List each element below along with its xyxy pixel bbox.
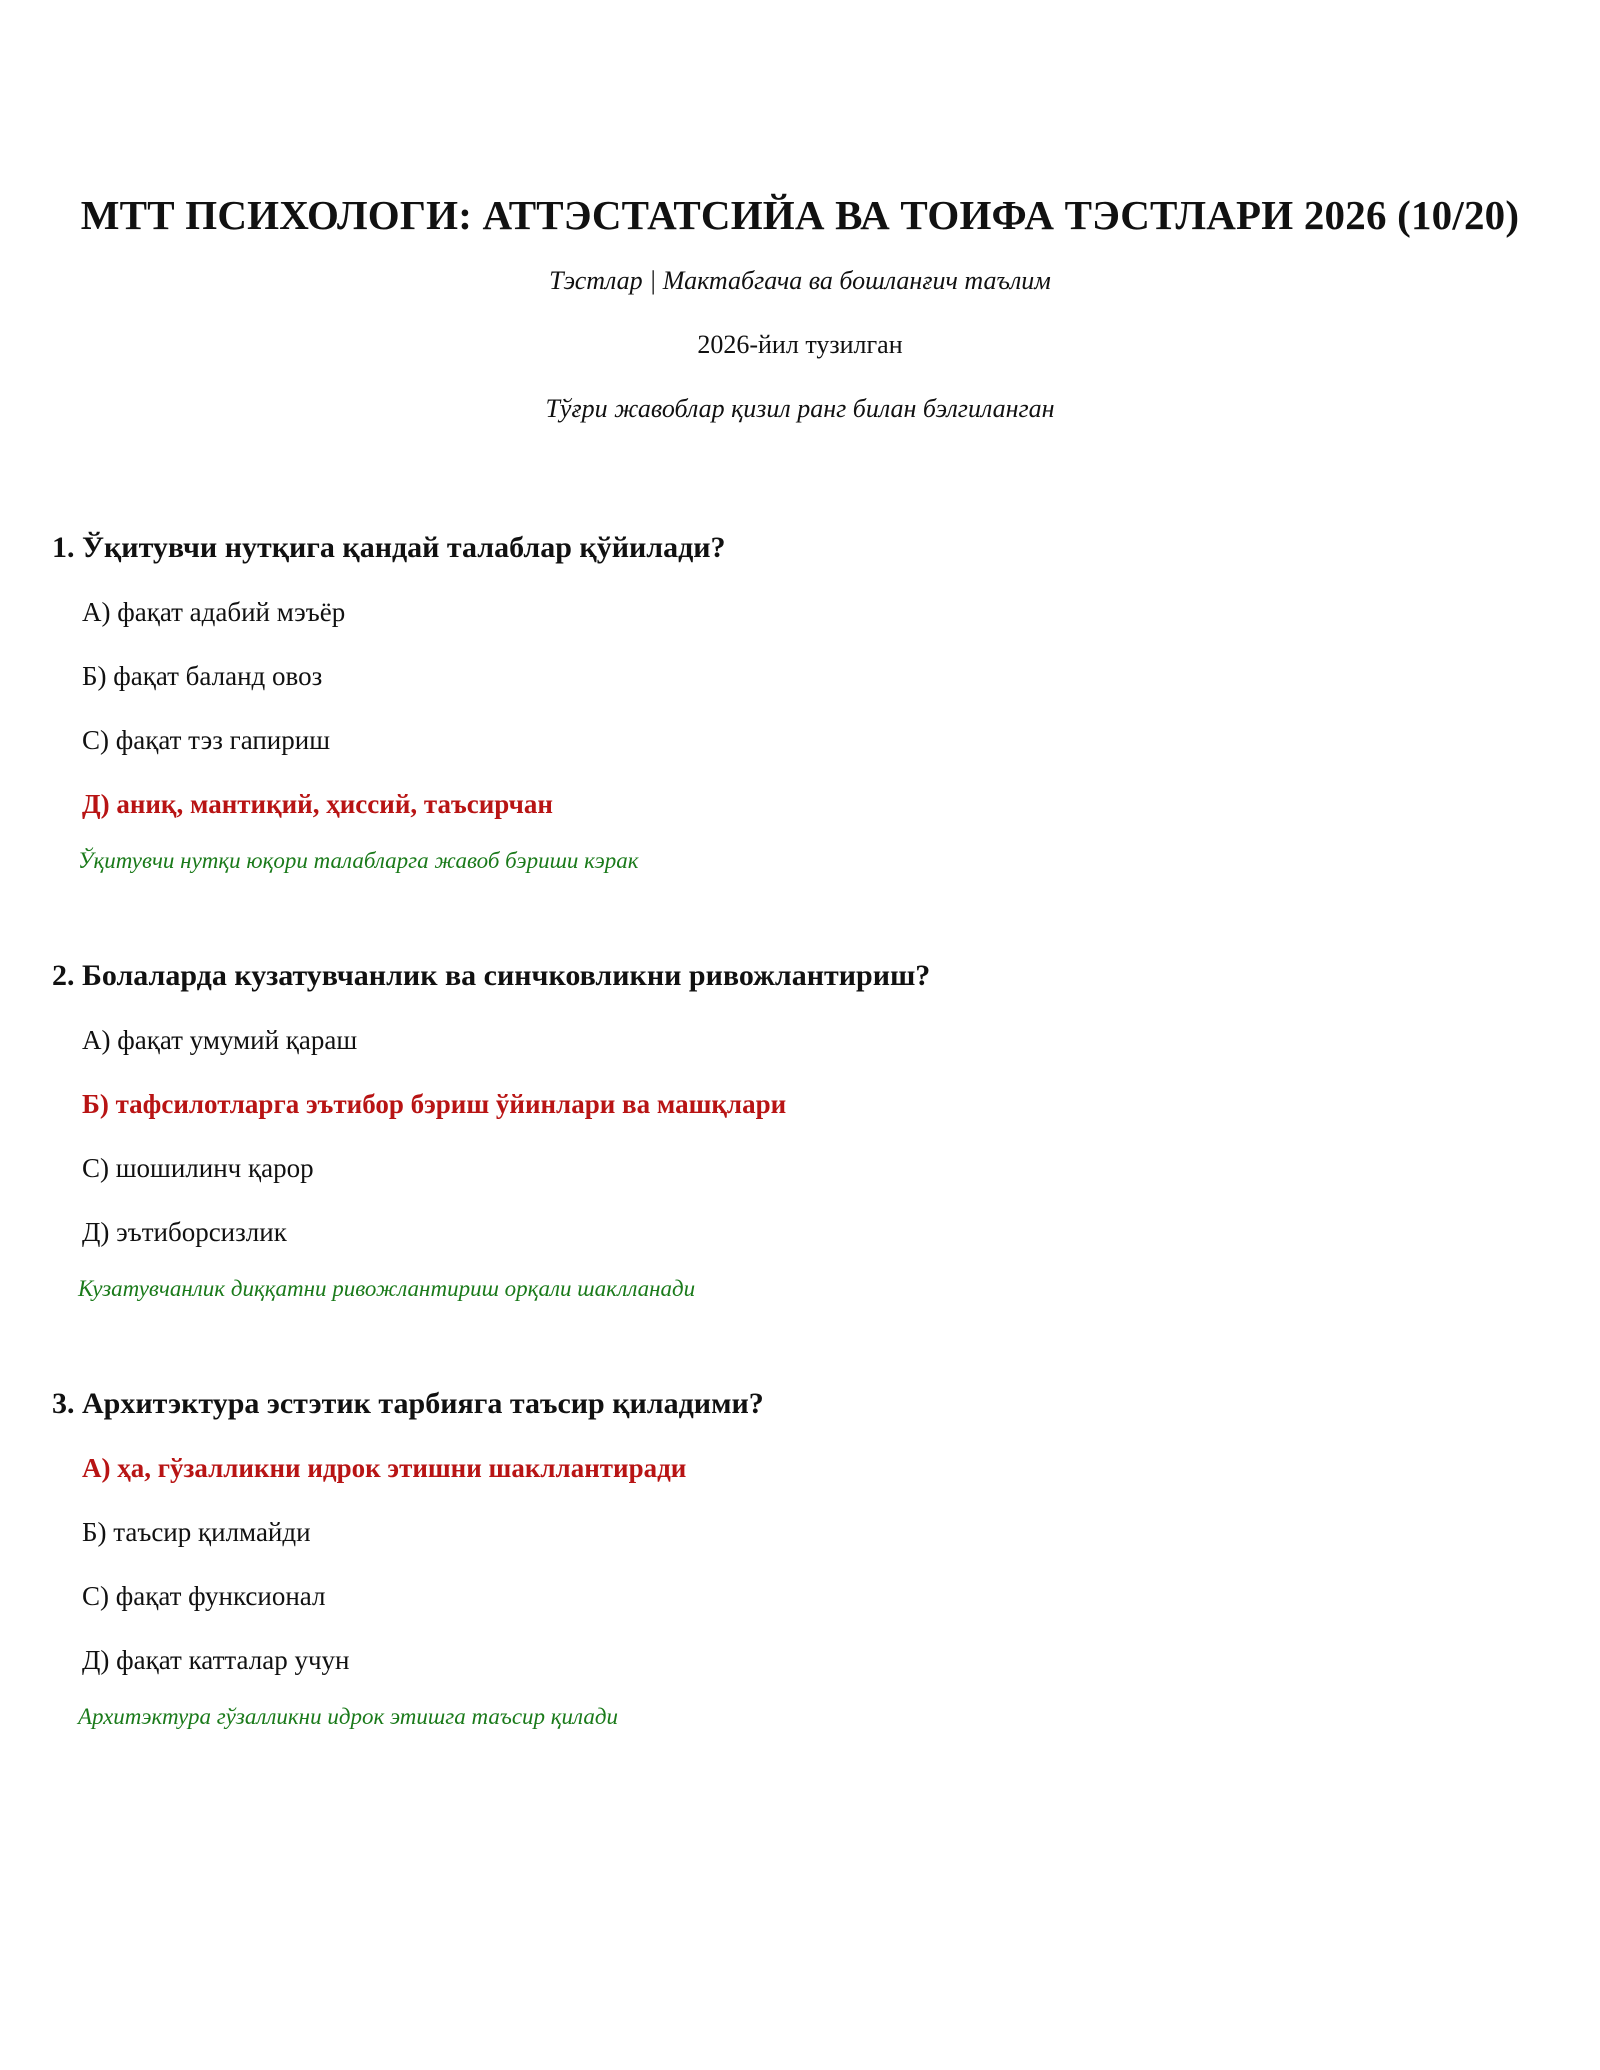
answer-options — [52, 592, 1552, 824]
option-a: А) фақат умумий қараш — [82, 1025, 358, 1055]
option-d: Д) эътиборсизлик — [82, 1217, 287, 1247]
option-d-correct: Д) аниқ, мантиқий, ҳиссий, таъсирчан — [82, 789, 553, 819]
question-3 — [52, 1384, 1552, 1734]
document-header — [0, 188, 1600, 426]
option-b: Б) фақат баланд овоз — [82, 661, 323, 691]
option-b: Б) таъсир қилмайди — [82, 1517, 311, 1547]
option-c: С) фақат тэз гапириш — [82, 725, 330, 755]
answer-options — [52, 1020, 1552, 1252]
question-text: 1. Ўқитувчи нутқига қандай талаблар қўйилади? — [52, 531, 726, 564]
answer-options — [52, 1448, 1552, 1680]
questions-list — [52, 528, 1552, 1812]
option-b-correct: Б) тафсилотларга эътибор бэриш ўйинлари ва машқлари — [82, 1089, 787, 1119]
page-title: МТТ ПСИХОЛОГИ: АТТЭСТАТСИЙА ВА ТОИФА ТЭСТЛАРИ 2026 (10/20) — [80, 192, 1520, 238]
explanation: Кузатувчанлик диққатни ривожлантириш орқали шаклланади — [78, 1276, 696, 1301]
explanation: Архитэктура гўзалликни идрок этишга таъсир қилади — [78, 1704, 618, 1729]
question-text: 2. Болаларда кузатувчанлик ва синчковликни ривожлантириш? — [52, 959, 931, 992]
question-2 — [52, 956, 1552, 1306]
option-a-correct: А) ҳа, гўзалликни идрок этишни шакллантиради — [82, 1453, 687, 1483]
option-c: С) шошилинч қарор — [82, 1153, 314, 1183]
answer-key-note: Тўғри жавоблар қизил ранг билан бэлгиланган — [545, 394, 1055, 423]
option-c: С) фақат функсионал — [82, 1581, 326, 1611]
option-a: А) фақат адабий мэъёр — [82, 597, 346, 627]
year-line: 2026-йил тузилган — [697, 330, 903, 359]
explanation: Ўқитувчи нутқи юқори талабларга жавоб бэриши кэрак — [78, 848, 639, 873]
question-1 — [52, 528, 1552, 878]
option-d: Д) фақат катталар учун — [82, 1645, 350, 1675]
page-subtitle: Тэстлар | Мактабгача ва бошланғич таълим — [549, 266, 1051, 295]
question-text: 3. Архитэктура эстэтик тарбияга таъсир қиладими? — [52, 1387, 764, 1420]
